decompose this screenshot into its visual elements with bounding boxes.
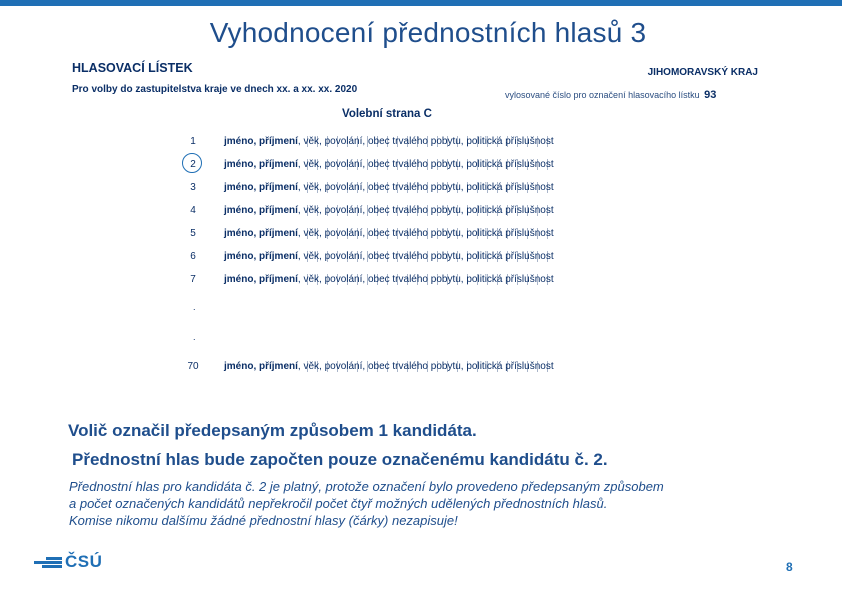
candidate-name: jméno, příjmení: [224, 182, 298, 193]
explanation-line-2: Přednostní hlas bude započten pouze označenému kandidátu č. 2.: [72, 450, 608, 469]
ballot-image: [68, 56, 768, 381]
note-line: a počet označených kandidátů nepřekročil počet čtyř možných udělených přednostních hlasů.: [69, 496, 608, 511]
candidate-number: 1: [190, 136, 196, 147]
csu-logo: [34, 553, 102, 571]
candidate-name: jméno, příjmení: [224, 136, 298, 147]
explanation-line-1: Volič označil předepsaným způsobem 1 kandidáta.: [68, 421, 477, 440]
ballot-serial-number: 93: [704, 89, 717, 101]
csu-logo-text: ČSÚ: [65, 552, 103, 571]
candidate-name: jméno, příjmení: [224, 361, 298, 372]
ellipsis-dot: .: [193, 302, 196, 312]
candidate-number: 2: [190, 159, 196, 170]
candidate-number: 6: [190, 251, 196, 262]
candidate-text: [224, 136, 554, 147]
candidate-name: jméno, příjmení: [224, 159, 298, 170]
candidate-number: 70: [187, 361, 199, 372]
candidate-text: [224, 182, 554, 193]
top-accent-bar: [0, 0, 842, 6]
candidate-details: , věk, povolání, obec trvalého pobytu, politická příslušnost: [297, 182, 554, 193]
candidate-details: , věk, povolání, obec trvalého pobytu, politická příslušnost: [297, 136, 554, 147]
candidate-text: [224, 228, 554, 239]
note-line: Komise nikomu dalšímu žádné přednostní hlasy (čárky) nezapisuje!: [69, 513, 458, 528]
candidate-text: [224, 361, 554, 372]
candidate-details: , věk, povolání, obec trvalého pobytu, politická příslušnost: [297, 251, 554, 262]
ballot-region: JIHOMORAVSKÝ KRAJ: [647, 67, 758, 78]
ellipsis-dot: .: [193, 332, 196, 342]
explanation-note: [69, 478, 799, 529]
candidate-details: , věk, povolání, obec trvalého pobytu, politická příslušnost: [297, 159, 554, 170]
candidate-details: , věk, povolání, obec trvalého pobytu, politická příslušnost: [297, 205, 554, 216]
candidate-number: 7: [190, 274, 196, 285]
candidate-text: [224, 205, 554, 216]
ballot-subtitle: Pro volby do zastupitelstva kraje ve dnech xx. a xx. xx. 2020: [72, 84, 358, 95]
candidate-number: 5: [190, 228, 196, 239]
candidate-name: jméno, příjmení: [224, 228, 298, 239]
candidate-details: , věk, povolání, obec trvalého pobytu, politická příslušnost: [297, 274, 554, 285]
page-number: 8: [786, 560, 793, 574]
candidate-name: jméno, příjmení: [224, 274, 298, 285]
ballot-header-left: HLASOVACÍ LÍSTEK: [72, 61, 193, 75]
note-line: Přednostní hlas pro kandidáta č. 2 je platný, protože označení bylo provedeno předepsaným způsobem: [69, 479, 664, 494]
slide-title: Vyhodnocení přednostních hlasů 3: [209, 17, 647, 48]
ballot-serial: [505, 89, 716, 101]
candidate-name: jméno, příjmení: [224, 205, 298, 216]
candidate-details: , věk, povolání, obec trvalého pobytu, politická příslušnost: [297, 361, 554, 372]
candidate-details: , věk, povolání, obec trvalého pobytu, politická příslušnost: [297, 228, 554, 239]
ballot-serial-label: vylosované číslo pro označení hlasovacího lístku: [505, 90, 700, 100]
candidate-number: 4: [190, 205, 196, 216]
candidate-number: 3: [190, 182, 196, 193]
candidate-text: [224, 159, 554, 170]
candidate-text: [224, 274, 554, 285]
party-name: Volební strana C: [342, 108, 432, 120]
csu-logo-icon: [34, 556, 62, 568]
candidate-name: jméno, příjmení: [224, 251, 298, 262]
candidate-text: [224, 251, 554, 262]
